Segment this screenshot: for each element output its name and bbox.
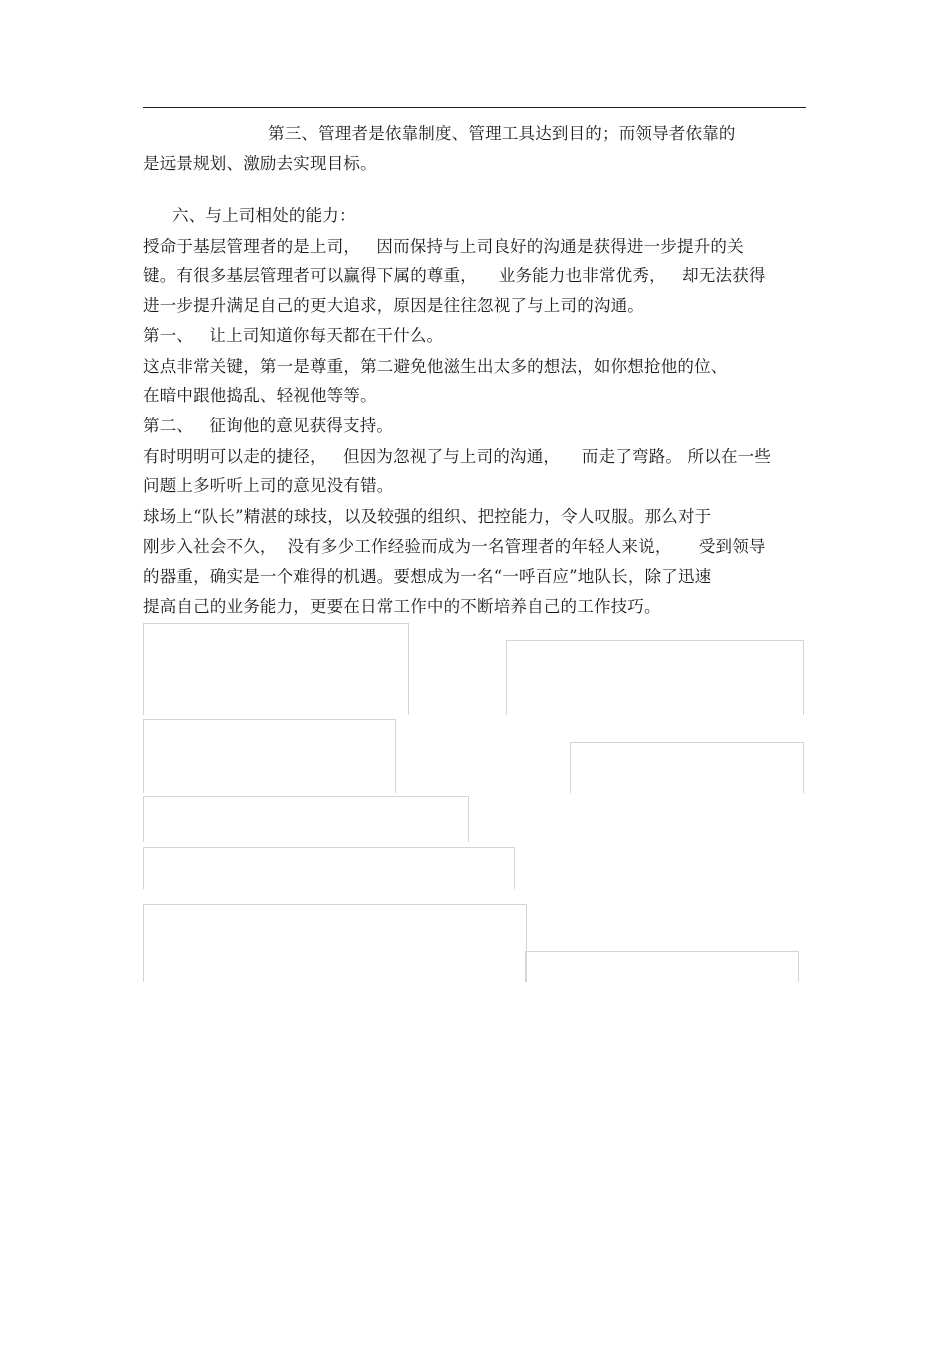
- paragraph-line: 提高自己的业务能力，更要在日常工作中的不断培养自己的工作技巧。: [143, 597, 661, 616]
- empty-frame: [570, 742, 804, 793]
- empty-frame: [525, 951, 799, 982]
- paragraph-line: 在暗中跟他捣乱、轻视他等等。: [143, 386, 377, 405]
- paragraph-line: 问题上多听听上司的意见没有错。: [143, 476, 394, 495]
- paragraph-line: 是远景规划、激励去实现目标。: [143, 154, 377, 173]
- section-heading: 六、与上司相处的能力：: [172, 206, 356, 225]
- paragraph-line: 键。有很多基层管理者可以赢得下属的尊重， 业务能力也非常优秀， 却无法获得: [143, 266, 766, 285]
- paragraph-line: 这点非常关键，第一是尊重，第二避免他滋生出太多的想法，如你想抢他的位、: [143, 357, 728, 376]
- empty-frame: [506, 640, 804, 715]
- header-rule: [143, 107, 806, 108]
- empty-frame: [143, 719, 396, 793]
- paragraph-line: 第二、 征询他的意见获得支持。: [143, 416, 394, 435]
- paragraph-line: 刚步入社会不久， 没有多少工作经验而成为一名管理者的年轻人来说， 受到领导: [143, 537, 766, 556]
- empty-frame: [143, 904, 527, 982]
- paragraph-line: 球场上“队长”精湛的球技，以及较强的组织、把控能力，令人叹服。那么对于: [143, 507, 712, 526]
- empty-frame: [143, 623, 409, 715]
- paragraph-line: 的器重，确实是一个难得的机遇。要想成为一名“一呼百应”地队长，除了迅速: [143, 567, 712, 586]
- paragraph-line: 进一步提升满足自己的更大追求，原因是往往忽视了与上司的沟通。: [143, 296, 644, 315]
- paragraph-line: 第三、管理者是依靠制度、管理工具达到目的；而领导者依靠的: [268, 124, 736, 143]
- paragraph-line: 授命于基层管理者的是上司， 因而保持与上司良好的沟通是获得进一步提升的关: [143, 237, 744, 256]
- empty-frame: [143, 796, 469, 842]
- paragraph-line: 第一、 让上司知道你每天都在干什么。: [143, 326, 444, 345]
- paragraph-line: 有时明明可以走的捷径， 但因为忽视了与上司的沟通， 而走了弯路。 所以在一些: [143, 447, 772, 466]
- empty-frame: [143, 847, 515, 889]
